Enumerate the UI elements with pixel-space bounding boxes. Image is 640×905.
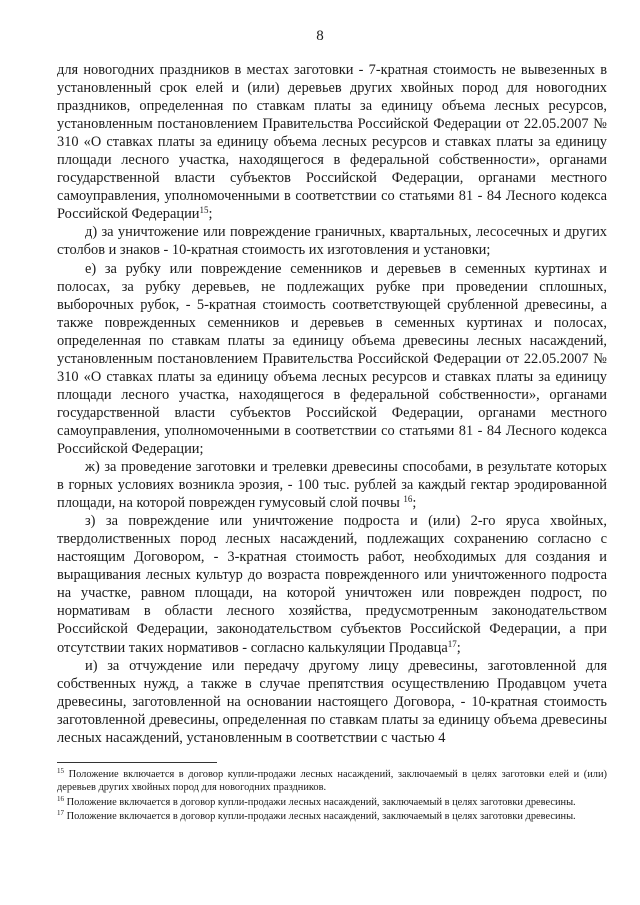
paragraph-tail: ;	[456, 639, 461, 656]
paragraph-text: з) за повреждение или уничтожение подроста и (или) 2-го яруса хвойных, твердолиственных пород лесных насаждений, подлежащих сохранению согласно с настоящим Договором, - 3-кратная стоимость работ, необходимых для создания и выращивания лесных культур до возраста поврежденного или уничтоженного подроста на участке, равном площади, на которой уничтожен или поврежден подрост, по нормативам в области лесного хозяйства, предусмотренным законодательством Российской Федерации, законодательством субъектов Российской Федерации, а при отсутствии таких нормативов - согласно калькуляции Продавца	[57, 513, 607, 656]
page-number: 8	[316, 28, 324, 44]
paragraph-tail: ;	[412, 495, 417, 512]
paragraph-text: е) за рубку или повреждение семенников и деревьев в семенных куртинах и полосах, за рубку деревьев, не подлежащих рубке при проведении сплошных, выборочных рубок, - 5-кратная стоимость соответствующей срубленной древесины, а также поврежденных семенников и деревьев в семенных куртинах и полосах, определенная по ставкам платы за единицу объема древесины лесных насаждений, установленным постановлением Правительства Российской Федерации от 22.05.2007 № 310 «О ставках платы за единицу объема лесных ресурсов и ставках платы за единицу площади лесного участка, находящегося в федеральной собственности», органами государственной власти субъектов Российской Федерации, органами местного самоуправления, уполномоченными в соответствии со статьями 81 - 84 Лесного кодекса Российской Федерации;	[57, 260, 607, 457]
footnote-mark: 15	[57, 767, 64, 775]
paragraph-z	[57, 512, 607, 656]
paragraph-e	[57, 260, 607, 459]
paragraph-text: и) за отчуждение или передачу другому лицу древесины, заготовленной для собственных нужд, а также в случае препятствия осуществлению Продавцом учета древесины, заготовленной на основании настоящего Договора, - 10-кратная стоимость заготовленной древесины, определенная по ставкам платы за единицу объема древесины лесных насаждений, установленным в соответствии с частью 4	[57, 657, 607, 746]
paragraph-text: ж) за проведение заготовки и трелевки древесины способами, в результате которых в горных условиях возникла эрозия, - 100 тыс. рублей за каждый гектар эродированной площади, на которой поврежден гумусовый слой почвы	[57, 459, 607, 512]
footnote-ref-16: 16	[403, 494, 413, 505]
paragraph-d	[57, 223, 607, 259]
paragraph-zh	[57, 458, 607, 512]
footnote-16	[57, 796, 607, 809]
paragraph-tail: ;	[208, 206, 213, 223]
footnote-15	[57, 768, 607, 795]
paragraph-text: д) за уничтожение или повреждение граничных, квартальных, лесосечных и других столбов и знаков - 10-кратная стоимость их изготовления и установки;	[57, 224, 607, 259]
body-text	[57, 61, 607, 747]
footnote-ref-15: 15	[199, 205, 209, 216]
footnote-text: Положение включается в договор купли-продажи лесных насаждений, заключаемый в целях заготовки древесины.	[66, 796, 576, 808]
footnote-17	[57, 810, 607, 823]
footnote-divider	[57, 762, 217, 763]
footnote-text: Положение включается в договор купли-продажи лесных насаждений, заключаемый в целях заготовки елей и (или) деревьев других хвойных пород для новогодних праздников.	[57, 769, 608, 794]
footnote-text: Положение включается в договор купли-продажи лесных насаждений, заключаемый в целях заготовки древесины.	[66, 811, 576, 823]
footnote-mark: 16	[57, 794, 64, 803]
footnotes	[57, 768, 607, 825]
footnote-ref-17: 17	[447, 638, 457, 649]
paragraph-i	[57, 657, 607, 747]
paragraph-text: для новогодних праздников в местах заготовки - 7-кратная стоимость не вывезенных в установленный срок елей и (или) деревьев других хвойных пород для новогодних праздников, определенная по ставкам платы за единицу объема лесных ресурсов, установленным постановлением Правительства Российской Федерации от 22.05.2007 № 310 «О ставках платы за единицу объема лесных ресурсов и ставках платы за единицу площади лесного участка, находящегося в федеральной собственности», органами государственной власти субъектов Российской Федерации, органами местного самоуправления, уполномоченными в соответствии со статьями 81 - 84 Лесного кодекса Российской Федерации	[57, 62, 607, 223]
paragraph-continuation	[57, 61, 607, 223]
footnote-mark: 17	[57, 809, 64, 818]
